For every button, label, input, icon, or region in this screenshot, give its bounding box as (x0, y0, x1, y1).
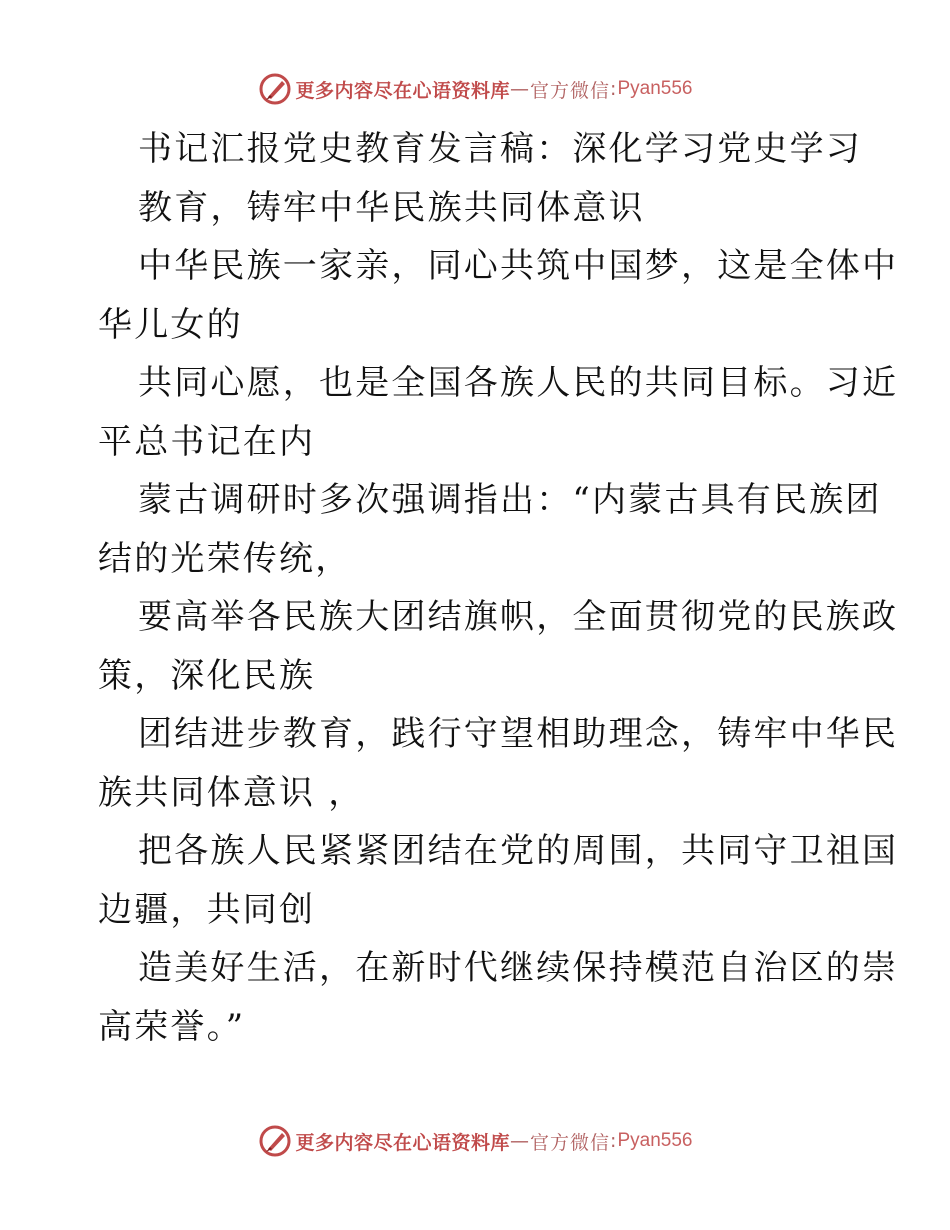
text-line-11: 团结进步教育，践行守望相助理念，铸牢中华民 (138, 714, 899, 754)
text-line-7: 蒙古调研时多次强调指出：“内蒙古具有民族团 (138, 480, 882, 520)
text-line-6: 平总书记在内 (98, 421, 316, 462)
watermark-label: 官方微信 (530, 79, 611, 102)
pen-nib-seal-icon (258, 72, 292, 106)
watermark-dash: — (510, 78, 531, 100)
footer-watermark (0, 1124, 950, 1158)
watermark-title: 更多内容尽在心语资料库 (295, 1131, 511, 1154)
watermark-wechat-id: Pyan556 (617, 78, 693, 99)
text-line-5: 共同心愿，也是全国各族人民的共同目标。习近 (138, 363, 899, 403)
watermark-separator: : (610, 78, 618, 100)
text-line-1: 书记汇报党史教育发言稿：深化学习党史学习 (138, 129, 862, 169)
text-line-15: 造美好生活，在新时代继续保持模范自治区的崇 (138, 948, 899, 988)
watermark-separator: : (610, 1130, 618, 1152)
text-line-14: 边疆，共同创 (98, 889, 316, 930)
text-line-3: 中华民族一家亲，同心共筑中国梦，这是全体中 (138, 246, 899, 286)
text-line-12: 族共同体意识 ， (98, 772, 365, 813)
text-line-10: 策，深化民族 (98, 655, 316, 696)
watermark-label: 官方微信 (530, 1131, 611, 1154)
pen-nib-seal-icon (258, 1124, 292, 1158)
text-line-4: 华儿女的 (98, 304, 243, 345)
watermark-wechat-id: Pyan556 (617, 1130, 693, 1151)
document-body (98, 120, 899, 1056)
text-line-16: 高荣誉。” (98, 1006, 246, 1047)
text-line-9: 要高举各民族大团结旗帜，全面贯彻党的民族政 (138, 597, 899, 637)
text-line-2: 教育，铸牢中华民族共同体意识 (138, 187, 645, 228)
watermark-dash: — (510, 1130, 531, 1152)
watermark-title: 更多内容尽在心语资料库 (295, 79, 511, 102)
text-line-8: 结的光荣传统， (98, 538, 352, 579)
text-line-13: 把各族人民紧紧团结在党的周围，共同守卫祖国 (138, 831, 899, 871)
header-watermark (0, 72, 950, 106)
